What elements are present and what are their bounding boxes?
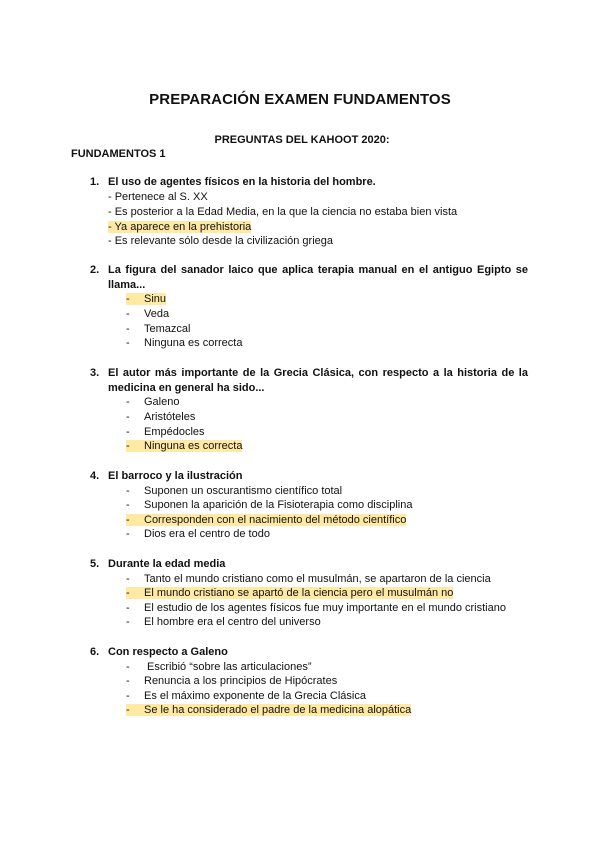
answer-dash: - <box>126 411 130 423</box>
answer-text: Ninguna es correcta <box>144 440 243 452</box>
answer-text: Escribió “sobre las articulaciones” <box>144 661 312 673</box>
answer-option <box>126 336 242 351</box>
question-number: 2. <box>90 264 100 276</box>
answer-option <box>126 425 205 440</box>
question-text: Durante la edad media <box>108 558 226 570</box>
answer-text: - Es relevante sólo desde la civilización griega <box>108 235 334 247</box>
document-title: PREPARACIÓN EXAMEN FUNDAMENTOS <box>149 91 451 108</box>
answer-text: El mundo cristiano se apartó de la ciencia pero el musulmán no <box>144 587 454 599</box>
answer-text: Veda <box>144 308 170 320</box>
question-number: 5. <box>90 558 100 570</box>
question-number: 3. <box>90 367 100 379</box>
answer-option <box>108 234 333 249</box>
answer-option-highlighted <box>126 439 242 454</box>
answer-dash: - <box>126 323 130 335</box>
answer-option <box>126 572 491 587</box>
answer-dash: - <box>126 308 130 320</box>
answer-dash: - <box>126 704 130 716</box>
answer-text: Renuncia a los principios de Hipócrates <box>144 675 338 687</box>
answer-text: Empédocles <box>144 426 205 438</box>
answer-dash: - <box>126 440 130 452</box>
answer-option <box>126 410 195 425</box>
answer-text: Temazcal <box>144 323 191 335</box>
answer-text: Tanto el mundo cristiano como el musulmán, se apartaron de la ciencia <box>144 573 491 585</box>
answer-option <box>126 615 321 630</box>
answer-text: El estudio de los agentes físicos fue muy importante en el mundo cristiano <box>144 602 506 614</box>
question-text: El barroco y la ilustración <box>108 470 243 482</box>
answer-text: El hombre era el centro del universo <box>144 616 321 628</box>
section-heading: FUNDAMENTOS 1 <box>71 148 166 160</box>
answer-option <box>126 395 179 410</box>
answer-option <box>108 190 208 205</box>
answer-option <box>126 689 366 704</box>
answer-dash: - <box>126 514 130 526</box>
answer-text: Suponen la aparición de la Fisioterapia como disciplina <box>144 499 413 511</box>
document-subtitle: PREGUNTAS DEL KAHOOT 2020: <box>214 134 390 146</box>
answer-option <box>126 527 270 542</box>
answer-dash: - <box>126 587 130 599</box>
answer-dash: - <box>126 528 130 540</box>
answer-dash: - <box>126 485 130 497</box>
answer-option-highlighted <box>126 703 411 718</box>
answer-option <box>126 674 337 689</box>
answer-text: - Ya aparece en la prehistoria <box>108 221 252 233</box>
question-text: El autor más importante de la Grecia Clásica, con respecto a la historia de la medicina en general ha sido... <box>108 367 528 394</box>
answer-text: Ninguna es correcta <box>144 337 243 349</box>
question-number: 1. <box>90 176 100 188</box>
answer-option <box>108 205 457 220</box>
answer-dash: - <box>126 602 130 614</box>
question-number: 4. <box>90 470 100 482</box>
answer-option <box>126 498 412 513</box>
answer-dash: - <box>126 499 130 511</box>
answer-text: Sinu <box>144 293 167 305</box>
answer-option-highlighted <box>108 220 251 235</box>
answer-text: Corresponden con el nacimiento del método científico <box>144 514 407 526</box>
question-number: 6. <box>90 646 100 658</box>
answer-text: Dios era el centro de todo <box>144 528 270 540</box>
answer-text: Es el máximo exponente de la Grecia Clásica <box>144 690 366 702</box>
answer-text: - Pertenece al S. XX <box>108 191 208 203</box>
answer-option <box>126 601 506 616</box>
answer-dash: - <box>126 293 130 305</box>
answer-option <box>126 484 342 499</box>
answer-option <box>126 322 190 337</box>
answer-dash: - <box>126 661 130 673</box>
answer-text: - Es posterior a la Edad Media, en la que la ciencia no estaba bien vista <box>108 206 458 218</box>
answer-option-highlighted <box>126 586 453 601</box>
answer-text: Suponen un oscurantismo científico total <box>144 485 343 497</box>
answer-option <box>126 660 312 675</box>
question-text: El uso de agentes físicos en la historia del hombre. <box>108 176 376 188</box>
answer-dash: - <box>126 396 130 408</box>
answer-option-highlighted <box>126 513 406 528</box>
question-text: Con respecto a Galeno <box>108 646 228 658</box>
answer-text: Se le ha considerado el padre de la medicina alopática <box>144 704 412 716</box>
answer-option-highlighted <box>126 292 166 307</box>
answer-option <box>126 307 169 322</box>
answer-text: Galeno <box>144 396 180 408</box>
answer-dash: - <box>126 616 130 628</box>
answer-dash: - <box>126 690 130 702</box>
answer-dash: - <box>126 573 130 585</box>
answer-dash: - <box>126 675 130 687</box>
question-text: La figura del sanador laico que aplica terapia manual en el antiguo Egipto se llama... <box>108 264 528 291</box>
answer-text: Aristóteles <box>144 411 196 423</box>
answer-dash: - <box>126 426 130 438</box>
answer-dash: - <box>126 337 130 349</box>
